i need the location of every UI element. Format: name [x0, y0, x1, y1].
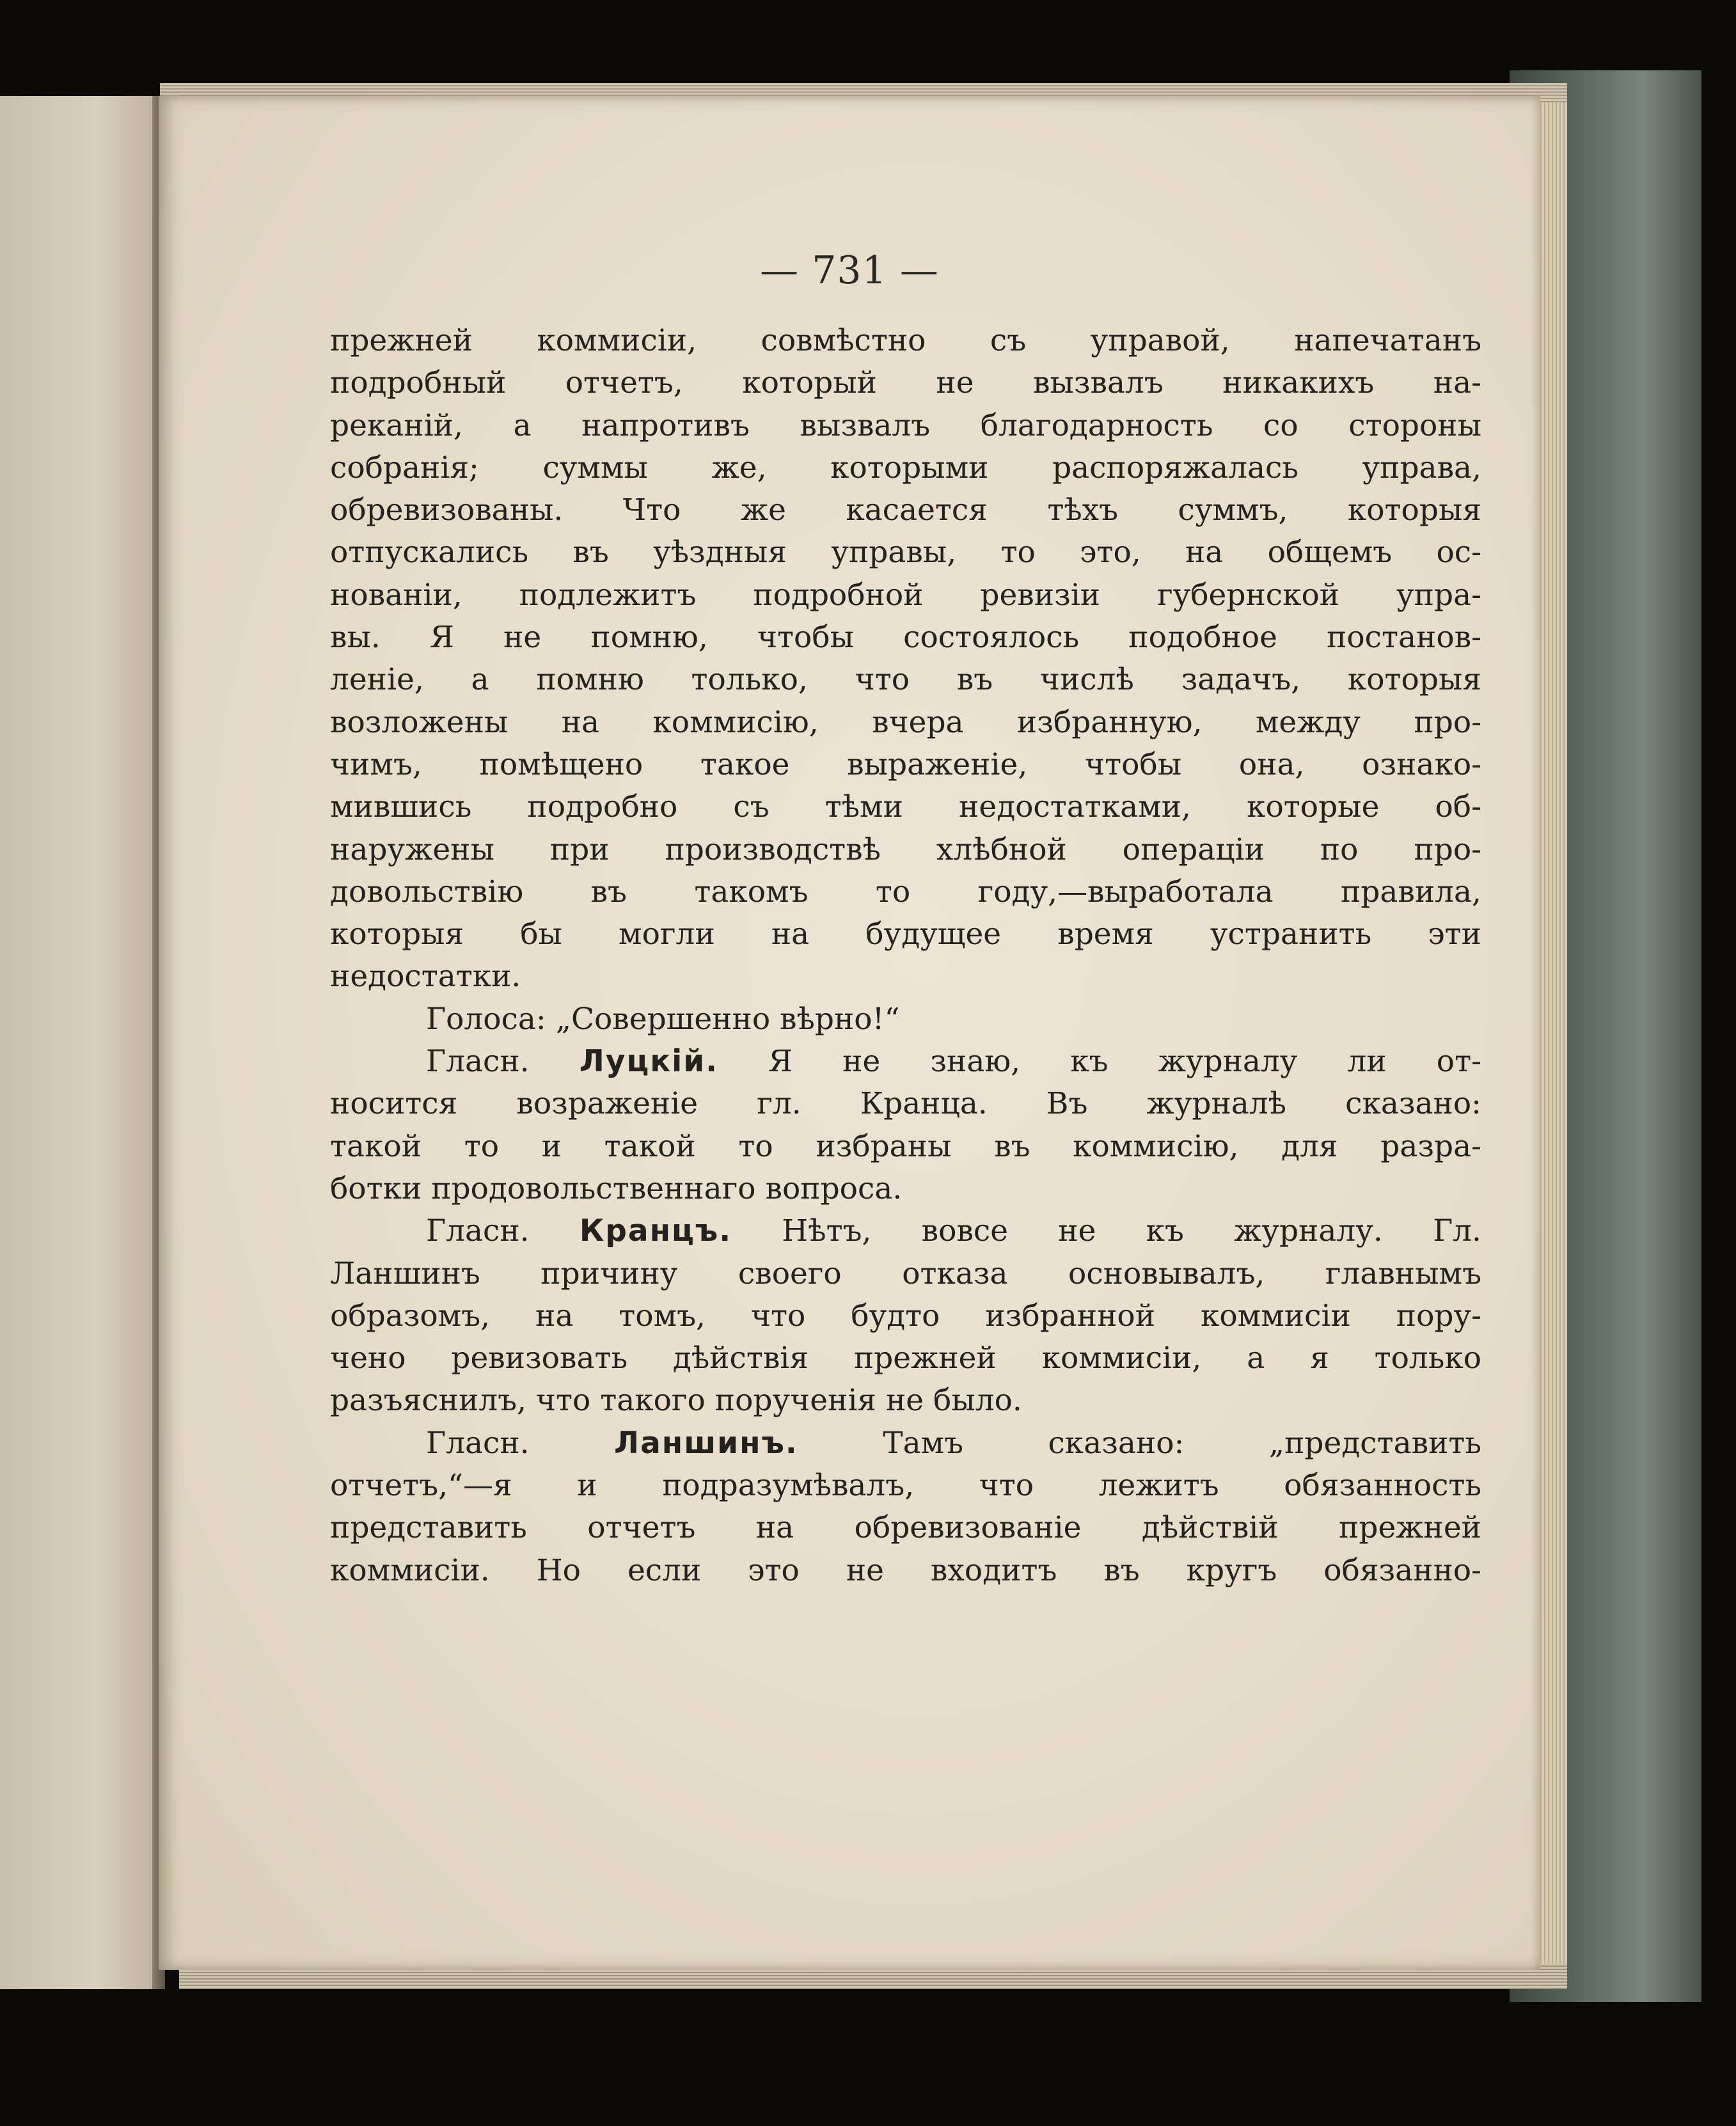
text-line: представить отчетъ на обревизованіе дѣйствій прежней	[330, 1510, 1481, 1546]
book-page	[159, 96, 1540, 1970]
text-line: недостатки.	[330, 959, 521, 995]
speaker-text: Нѣтъ, вовсе не къ журналу. Гл.	[782, 1213, 1481, 1249]
page-number: — 731 —	[760, 248, 939, 293]
body-text	[330, 320, 1481, 1592]
text-line: носится возраженіе гл. Кранца. Въ журналѣ сказано:	[330, 1086, 1481, 1122]
text-line: которыя бы могли на будущее время устранить эти	[330, 917, 1481, 952]
text-line: возложены на коммисію, вчера избранную, между про-	[330, 704, 1481, 740]
speaker-name: Ланшинъ.	[614, 1425, 798, 1461]
speaker-line	[330, 1041, 1481, 1083]
speaker-name: Кранцъ.	[579, 1213, 732, 1249]
text-line: вы. Я не помню, чтобы состоялось подобное постанов-	[330, 620, 1481, 656]
speaker-prefix: Гласн.	[426, 1425, 530, 1461]
left-page-edge	[0, 96, 160, 1989]
text-line: собранія; суммы же, которыми распоряжалась управа,	[330, 450, 1481, 485]
text-line: обревизованы. Что же касается тѣхъ суммъ, которыя	[330, 492, 1481, 528]
speaker-prefix: Гласн.	[426, 1044, 530, 1080]
text-line: коммисіи. Но если это не входитъ въ кругъ обязанно-	[330, 1552, 1481, 1588]
text-line: прежней коммисіи, совмѣстно съ управой, напечатанъ	[330, 323, 1481, 358]
text-line: образомъ, на томъ, что будто избранной коммисіи пору-	[330, 1298, 1481, 1334]
text-line: ботки продовольственнаго вопроса.	[330, 1170, 903, 1206]
text-line: чено ревизовать дѣйствія прежней коммисіи, а я только	[330, 1341, 1481, 1376]
text-line: нованіи, подлежитъ подробной ревизіи губернской упра-	[330, 577, 1481, 613]
speaker-prefix: Гласн.	[426, 1213, 530, 1249]
text-line: Голоса: „Совершенно вѣрно!“	[426, 1001, 900, 1037]
text-line: леніе, а помню только, что въ числѣ задачъ, которыя	[330, 662, 1481, 698]
text-line: Ланшинъ причину своего отказа основывалъ, главнымъ	[330, 1256, 1481, 1291]
speaker-text: Тамъ сказано: „представить	[883, 1425, 1481, 1461]
text-line: чимъ, помѣщено такое выраженіе, чтобы она, ознако-	[330, 746, 1481, 782]
speaker-text: Я не знаю, къ журналу ли от-	[768, 1044, 1481, 1080]
text-line: мившись подробно съ тѣми недостатками, которые об-	[330, 789, 1481, 825]
speaker-name: Луцкій.	[579, 1044, 718, 1080]
text-line: подробный отчетъ, который не вызвалъ никакихъ на-	[330, 365, 1481, 401]
text-line: реканій, а напротивъ вызвалъ благодарность со стороны	[330, 407, 1481, 443]
text-line: отпускались въ уѣздныя управы, то это, на общемъ ос-	[330, 535, 1481, 571]
speaker-line	[330, 1422, 1481, 1465]
text-line: такой то и такой то избраны въ коммисію, для разра-	[330, 1128, 1481, 1164]
text-line: наружены при производствѣ хлѣбной операціи по про-	[330, 831, 1481, 867]
text-line: разъяснилъ, что такого порученія не было.	[330, 1383, 1022, 1419]
text-line: отчетъ,“—я и подразумѣвалъ, что лежитъ обязанность	[330, 1468, 1481, 1504]
text-line: довольствію въ такомъ то году,—выработала правила,	[330, 874, 1481, 909]
speaker-line	[330, 1210, 1481, 1252]
